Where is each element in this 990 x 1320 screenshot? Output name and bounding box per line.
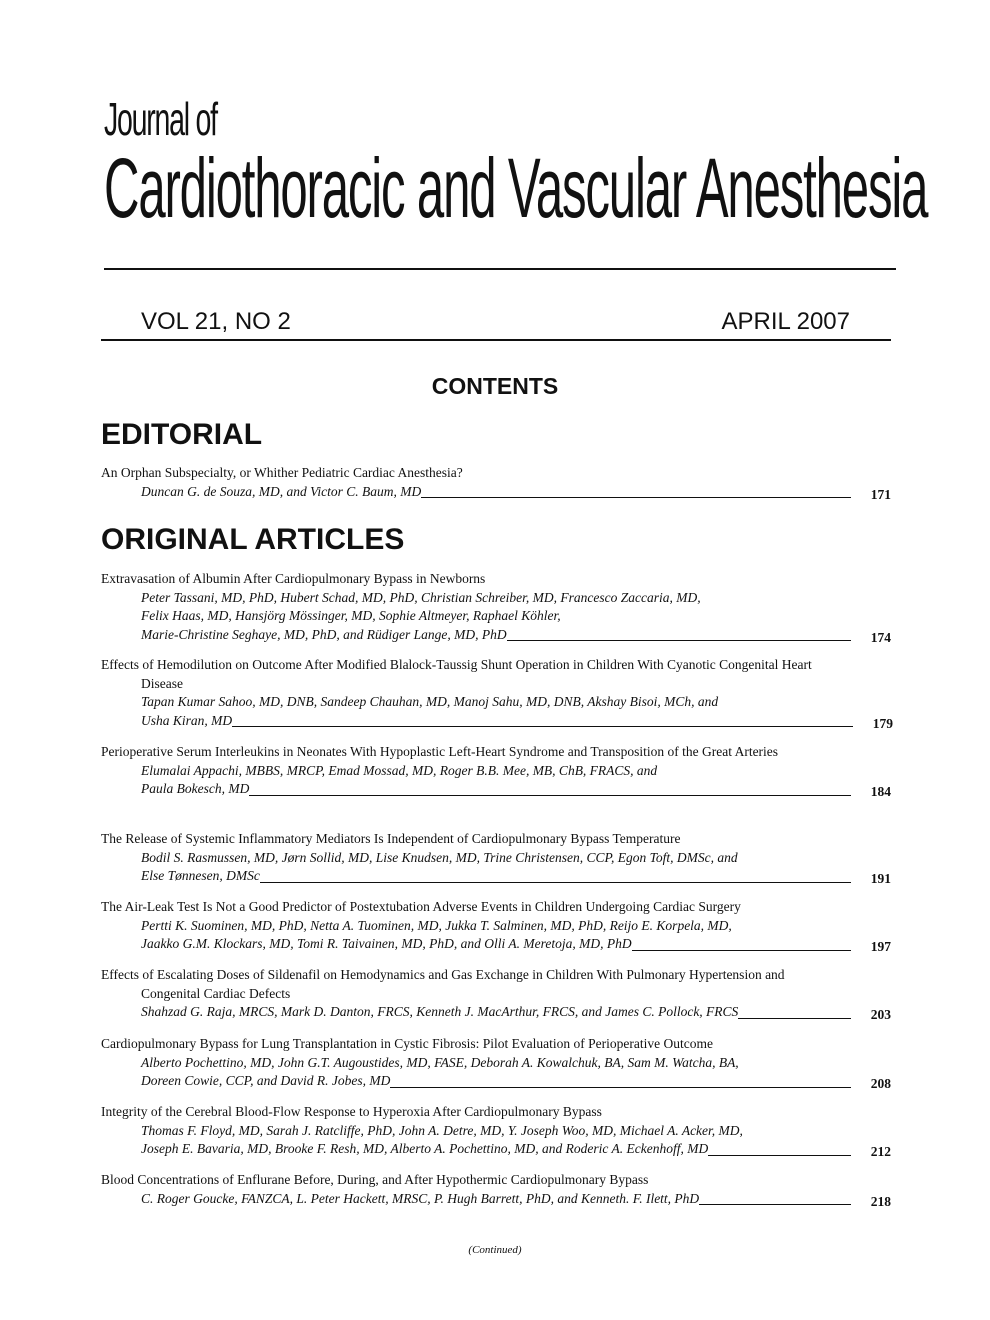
page-number: 171 <box>870 486 891 502</box>
page-number: 208 <box>870 1076 891 1091</box>
masthead-divider <box>104 268 896 270</box>
masthead-journal-of: Journal of <box>104 93 217 145</box>
toc-entry <box>101 1035 891 1091</box>
contents-heading: CONTENTS <box>431 373 559 399</box>
masthead-title: Cardiothoracic and Vascular Anesthesia <box>104 141 928 235</box>
article-title: Perioperative Serum Interleukins in Neonates With Hypoplastic Left-Heart Syndrome and Transposition of the Great Arteries <box>101 744 779 759</box>
page-number: 197 <box>870 939 891 954</box>
dot-leader <box>699 1203 851 1205</box>
toc-entry <box>101 1103 891 1159</box>
article-authors: Jaakko G.M. Klockars, MD, Tomi R. Taivainen, MD, PhD, and Olli A. Meretoja, MD, PhD <box>141 936 632 951</box>
page-number: 203 <box>870 1007 891 1022</box>
issue-date: APRIL 2007 <box>721 308 850 335</box>
section-editorial: EDITORIAL <box>101 418 263 451</box>
author-line <box>101 935 891 954</box>
article-authors: Thomas F. Floyd, MD, Sarah J. Ratcliffe, PhD, John A. Detre, MD, Y. Joseph Woo, MD, Michael A. Acker, MD, <box>141 1122 743 1138</box>
article-authors: Peter Tassani, MD, PhD, Hubert Schad, MD, PhD, Christian Schreiber, MD, Francesco Zaccaria, MD, <box>141 589 701 605</box>
article-title: Blood Concentrations of Enflurane Before, During, and After Hypothermic Cardiopulmonary Bypass <box>101 1172 649 1187</box>
dot-leader <box>738 1017 851 1019</box>
issue-divider <box>101 339 891 341</box>
article-authors: Usha Kiran, MD <box>141 712 233 728</box>
toc-entry <box>101 898 891 954</box>
author-line <box>101 712 893 731</box>
article-title: Extravasation of Albumin After Cardiopulmonary Bypass in Newborns <box>101 571 486 586</box>
toc-entry <box>101 743 891 799</box>
article-authors: Elumalai Appachi, MBBS, MRCP, Emad Mossad, MD, Roger B.B. Mee, MB, ChB, FRACS, and <box>141 762 658 778</box>
dot-leader <box>507 639 851 641</box>
dot-leader <box>249 794 851 796</box>
article-authors: Doreen Cowie, CCP, and David R. Jobes, MD <box>141 1073 391 1088</box>
dot-leader <box>708 1154 851 1156</box>
article-title: Effects of Escalating Doses of Sildenafil on Hemodynamics and Gas Exchange in Children With Pulmonary Hypertension and Congenital Cardiac Defects <box>101 967 785 1001</box>
page-number: 218 <box>870 1193 891 1209</box>
article-authors: Joseph E. Bavaria, MD, Brooke F. Resh, MD, Alberto A. Pochettino, MD, and Roderic A. Eckenhoff, MD <box>141 1141 709 1156</box>
article-authors: Else Tønnesen, DMSc <box>141 868 260 883</box>
dot-leader <box>260 881 851 883</box>
author-line <box>101 626 891 645</box>
dot-leader <box>232 725 853 727</box>
author-line <box>101 1190 891 1209</box>
page-number: 184 <box>870 784 891 799</box>
author-line <box>101 867 891 886</box>
article-title: Effects of Hemodilution on Outcome After Modified Blalock-Taussig Shunt Operation in Children With Cyanotic Congenital Heart Disease <box>101 657 812 691</box>
page-number: 179 <box>872 715 893 731</box>
continued-note: (Continued) <box>468 1244 522 1256</box>
article-authors: Paula Bokesch, MD <box>141 781 250 796</box>
page-number: 174 <box>870 629 891 645</box>
dot-leader <box>390 1086 851 1088</box>
dot-leader <box>632 949 851 951</box>
issue-volume: VOL 21, NO 2 <box>141 308 291 335</box>
article-authors: Pertti K. Suominen, MD, PhD, Netta A. Tuominen, MD, Jukka T. Salminen, MD, PhD, Reijo E. Korpela, MD, <box>141 917 732 933</box>
article-title: Integrity of the Cerebral Blood-Flow Response to Hyperoxia After Cardiopulmonary Bypass <box>101 1104 602 1119</box>
toc-entry <box>101 570 891 644</box>
article-title: The Release of Systemic Inflammatory Mediators Is Independent of Cardiopulmonary Bypass Temperature <box>101 831 681 846</box>
article-title: Cardiopulmonary Bypass for Lung Transplantation in Cystic Fibrosis: Pilot Evaluation of Perioperative Outcome <box>101 1036 713 1051</box>
article-authors: Tapan Kumar Sahoo, MD, DNB, Sandeep Chauhan, MD, Manoj Sahu, MD, DNB, Akshay Bisoi, MCh, and <box>141 694 719 709</box>
article-authors: Shahzad G. Raja, MRCS, Mark D. Danton, FRCS, Kenneth J. MacArthur, FRCS, and James C. Pollock, FRCS <box>141 1004 739 1019</box>
article-authors: Marie-Christine Seghaye, MD, PhD, and Rüdiger Lange, MD, PhD <box>141 626 507 642</box>
article-title: The Air-Leak Test Is Not a Good Predictor of Postextubation Adverse Events in Children Undergoing Cardiac Surgery <box>101 899 741 914</box>
article-authors: Bodil S. Rasmussen, MD, Jørn Sollid, MD, Lise Knudsen, MD, Trine Christensen, CCP, Egon Toft, DMSc, and <box>141 849 738 865</box>
page-number: 191 <box>870 871 891 886</box>
section-original-articles: ORIGINAL ARTICLES <box>101 523 405 556</box>
author-line <box>101 483 891 502</box>
toc-entry <box>101 1171 891 1208</box>
article-authors: Alberto Pochettino, MD, John G.T. Augoustides, MD, FASE, Deborah A. Kowalchuk, BA, Sam M. Watcha, BA, <box>141 1054 739 1070</box>
dot-leader <box>421 496 851 498</box>
article-authors: C. Roger Goucke, FANZCA, L. Peter Hackett, MRSC, P. Hugh Barrett, PhD, and Kenneth. F. Ilett, PhD <box>141 1190 700 1206</box>
author-line <box>101 1003 891 1022</box>
article-authors: Felix Haas, MD, Hansjörg Mössinger, MD, Sophie Altmeyer, Raphael Köhler, <box>141 608 561 623</box>
author-line <box>101 780 891 799</box>
article-title: An Orphan Subspecialty, or Whither Pediatric Cardiac Anesthesia? <box>101 465 463 480</box>
toc-entry <box>101 966 891 1022</box>
author-line <box>101 1140 891 1159</box>
toc-entry <box>101 464 891 501</box>
toc-entry <box>101 830 891 886</box>
article-authors: Duncan G. de Souza, MD, and Victor C. Baum, MD <box>141 483 422 499</box>
author-line <box>101 1072 891 1091</box>
page-number: 212 <box>870 1144 891 1159</box>
toc-entry <box>101 656 893 730</box>
